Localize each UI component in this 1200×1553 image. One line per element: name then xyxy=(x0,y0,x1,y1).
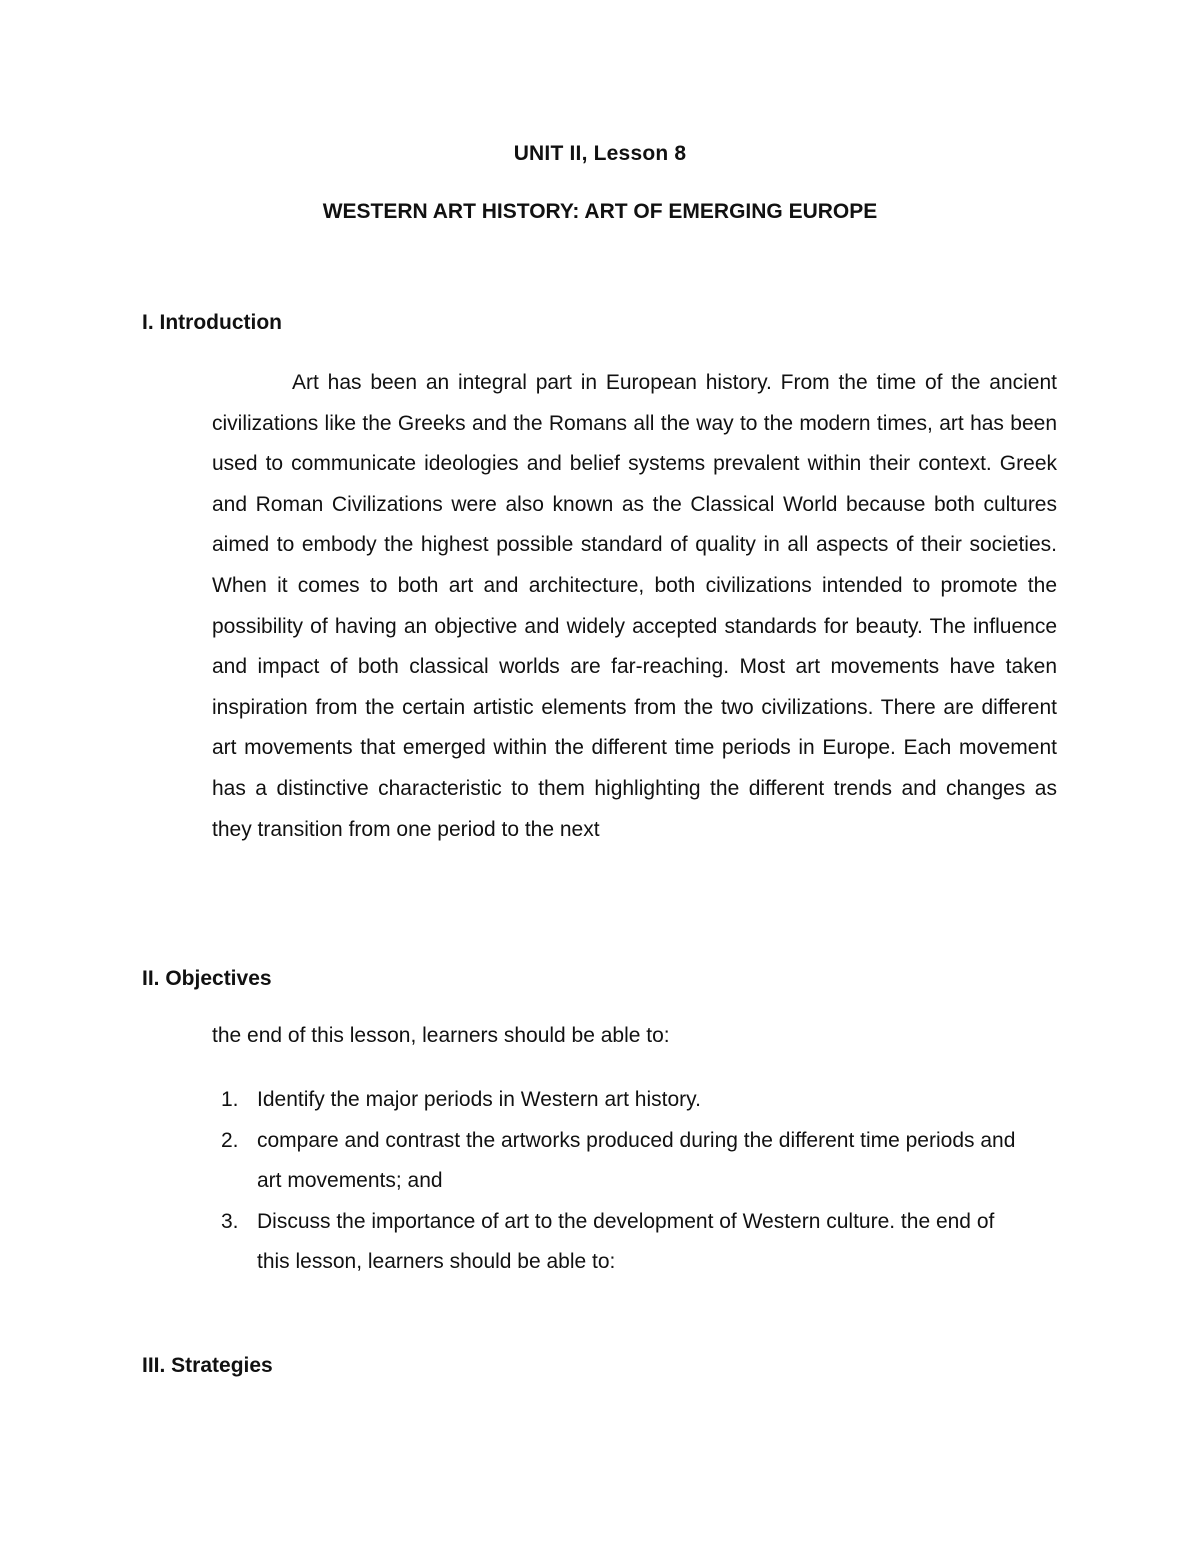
lesson-title: WESTERN ART HISTORY: ART OF EMERGING EUROPE xyxy=(322,200,878,223)
strategies-heading: III. Strategies xyxy=(142,1354,273,1377)
objective-text: Identify the major periods in Western art history. xyxy=(257,1088,701,1111)
objectives-heading: II. Objectives xyxy=(142,967,272,990)
objective-text: compare and contrast the artworks produced during the different time periods and art movements; and xyxy=(257,1128,1016,1193)
objective-text: Discuss the importance of art to the development of Western culture. the end of this lesson, learners should be able to: xyxy=(257,1209,995,1274)
objective-number: 3. xyxy=(221,1209,239,1233)
objectives-list xyxy=(212,1080,1032,1283)
introduction-heading: I. Introduction xyxy=(142,311,282,334)
introduction-paragraph: Art has been an integral part in European history. From the time of the ancient civilizations like the Greeks and the Romans all the way to the modern times, art has been used to communicate ideologies and belief systems prevalent within their context. Greek and Roman Civilizations were also known as the Classical World because both cultures aimed to embody the highest possible standard of quality in all aspects of their societies. When it comes to both art and architecture, both civilizations intended to promote the possibility of having an objective and widely accepted standards for beauty. The influence and impact of both classical worlds are far-reaching. Most art movements have taken inspiration from the certain artistic elements from the two civilizations. There are different art movements that emerged within the different time periods in Europe. Each movement has a distinctive characteristic to them highlighting the different trends and changes as they transition from one period to the next xyxy=(212,371,1057,841)
unit-title: UNIT II, Lesson 8 xyxy=(513,142,687,165)
objectives-lead: the end of this lesson, learners should be able to: xyxy=(212,1024,670,1047)
objective-item xyxy=(212,1121,1032,1202)
objective-item xyxy=(212,1202,1032,1283)
objective-number: 2. xyxy=(221,1128,239,1152)
objective-number: 1. xyxy=(221,1088,239,1111)
objective-item xyxy=(212,1080,1032,1121)
